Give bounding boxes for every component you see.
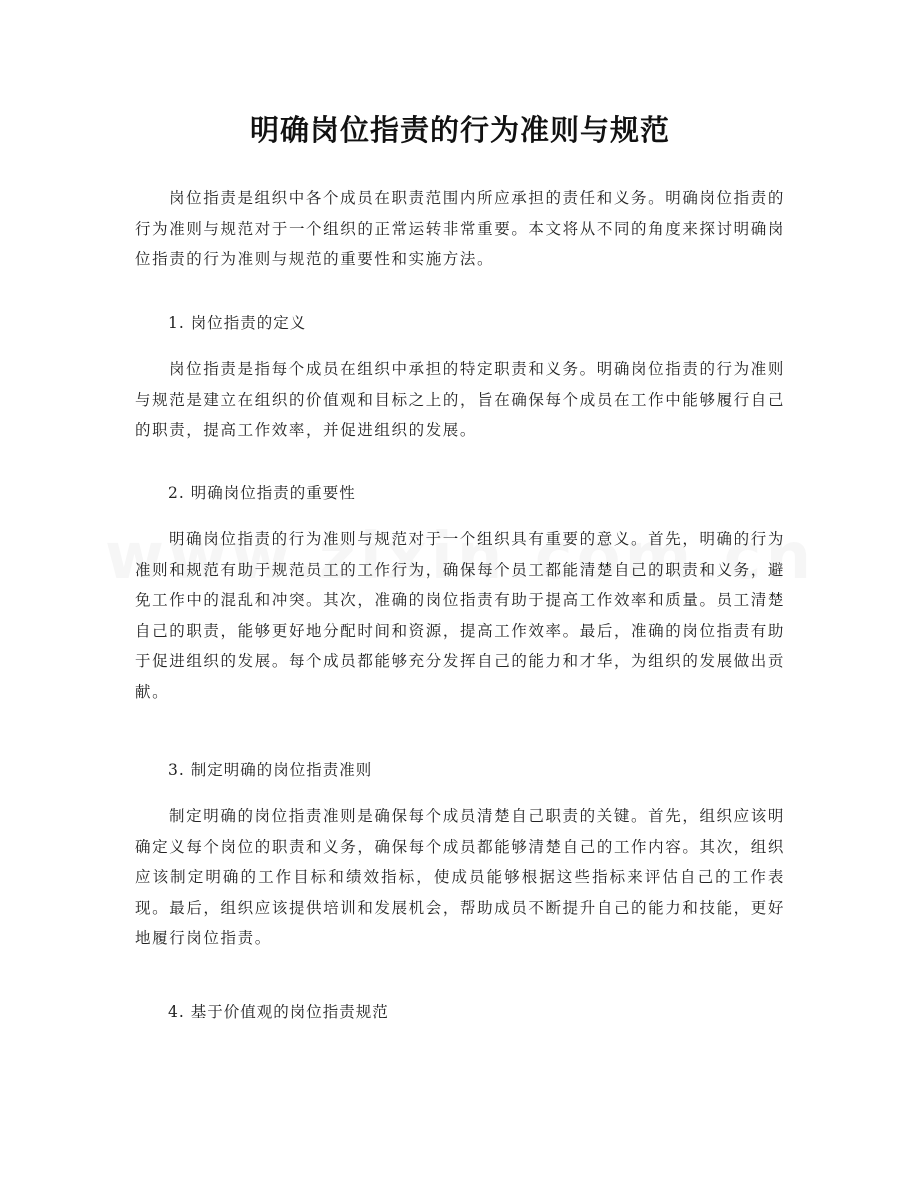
- section-body-2: 明确岗位指责的行为准则与规范对于一个组织具有重要的意义。首先，明确的行为准则和规范有助于规范员工的工作行为，确保每个员工都能清楚自己的职责和义务，避免工作中的混乱和冲突。其次，准确的岗位指责有助于提高工作效率和质量。员工清楚自己的职责，能够更好地分配时间和资源，提高工作效率。最后，准确的岗位指责有助于促进组织的发展。每个成员都能够充分发挥自己的能力和才华，为组织的发展做出贡献。: [135, 530, 785, 701]
- section-body-1: 岗位指责是指每个成员在组织中承担的特定职责和义务。明确岗位指责的行为准则与规范是建立在组织的价值观和目标之上的，旨在确保每个成员在工作中能够履行自己的职责，提高工作效率，并促进组织的发展。: [135, 360, 785, 439]
- section-heading-1: 1. 岗位指责的定义: [168, 314, 307, 332]
- section-heading-2: 2. 明确岗位指责的重要性: [168, 484, 356, 502]
- intro-paragraph: 岗位指责是组织中各个成员在职责范围内所应承担的责任和义务。明确岗位指责的行为准则与规范对于一个组织的正常运转非常重要。本文将从不同的角度来探讨明确岗位指责的行为准则与规范的重要性和实施方法。: [135, 189, 785, 268]
- section-heading-4: 4. 基于价值观的岗位指责规范: [168, 1003, 389, 1021]
- section-heading-3: 3. 制定明确的岗位指责准则: [168, 761, 373, 779]
- document-title: 明确岗位指责的行为准则与规范: [249, 113, 670, 147]
- section-body-3: 制定明确的岗位指责准则是确保每个成员清楚自己职责的关键。首先，组织应该明确定义每个岗位的职责和义务，确保每个成员都能够清楚自己的工作内容。其次，组织应该制定明确的工作目标和绩效指标，使成员能够根据这些指标来评估自己的工作表现。最后，组织应该提供培训和发展机会，帮助成员不断提升自己的能力和技能，更好地履行岗位指责。: [135, 807, 785, 947]
